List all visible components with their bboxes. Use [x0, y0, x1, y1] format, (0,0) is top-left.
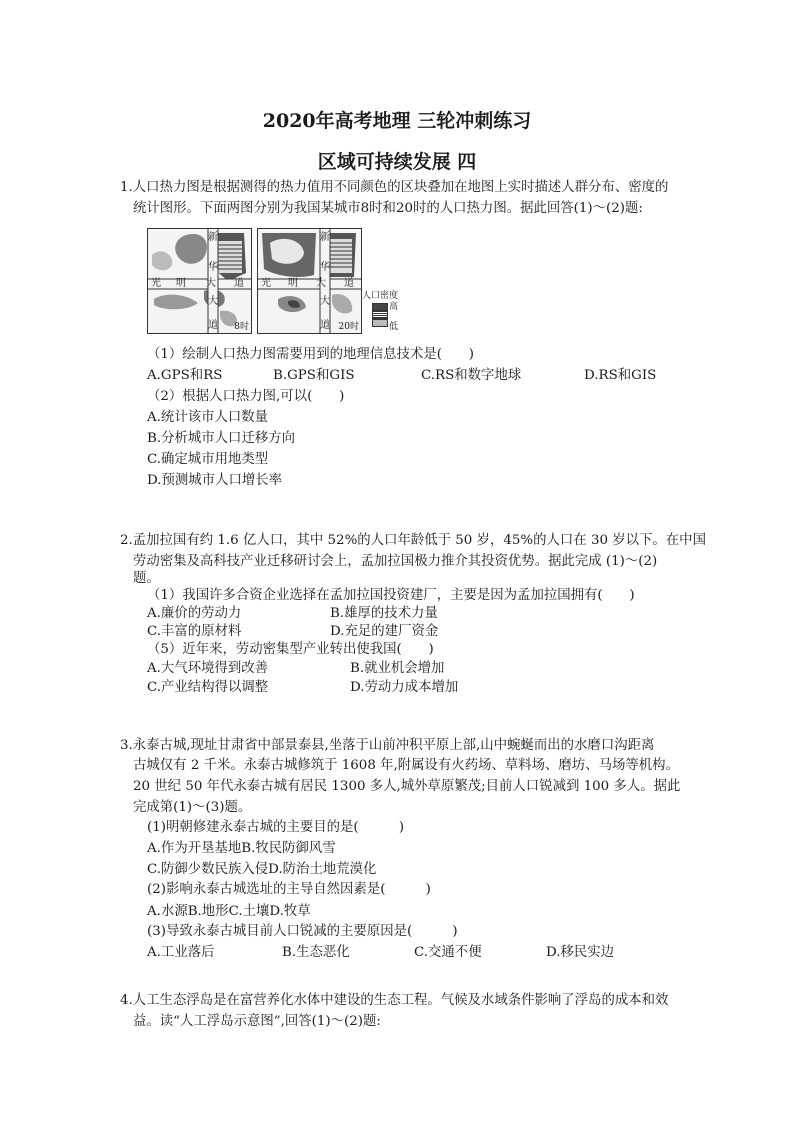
q3-sub1-options-ab: A.作为开垦基地B.牧民防御风雪 [147, 841, 336, 856]
road-char: 大 [316, 278, 326, 289]
heatmap-8am [147, 228, 252, 334]
legend-title: 人口密度 [362, 291, 399, 301]
time-label-20: 20时 [338, 322, 359, 332]
legend-high: 高 [389, 302, 399, 312]
q2-stem-line1: 2.孟加拉国有约 1.6 亿人口，其中 52%的人口年龄低于 50 岁，45%的人口在 30 岁以下。在中国 [120, 533, 706, 548]
road-char: 光 [151, 278, 161, 289]
q2-sub1: （1）我国许多合资企业选择在孟加拉国投资建厂，主要是因为孟加拉国拥有( ) [147, 588, 635, 603]
legend-swatch-low [372, 319, 388, 327]
q2-sub1-option-c: C.丰富的原材料 [147, 624, 242, 639]
q1-sub1-option-d: D.RS和GIS [584, 368, 657, 383]
q2-sub2-option-a: A.大气环境得到改善 [147, 661, 269, 676]
q3-sub3-option-a: A.工业落后 [147, 945, 215, 960]
q4-stem-line2: 益。读“人工浮岛示意图”,回答(1)～(2)题: [133, 1014, 381, 1029]
page-title: 2020年高考地理 三轮冲刺练习 [262, 110, 532, 132]
q3-sub1: (1)明朝修建永泰古城的主要目的是( ) [147, 820, 405, 835]
q1-sub1-option-a: A.GPS和RS [147, 368, 223, 383]
q3-sub2: (2)影响永泰古城选址的主导自然因素是( ) [147, 882, 431, 897]
road-char: 大 [208, 296, 218, 307]
road-char: 新 [208, 232, 218, 243]
q4-stem-line1: 4.人工生态浮岛是在富营养化水体中建设的生态工程。气候及水域条件影响了浮岛的成本和效 [120, 993, 669, 1008]
road-char: 道 [344, 278, 354, 289]
q3-sub1-options-cd: C.防御少数民族入侵D.防治土地荒漠化 [147, 862, 377, 877]
road-char: 道 [208, 320, 218, 331]
q3-sub3-option-c: C.交通不便 [414, 945, 482, 960]
q2-sub1-option-d: D.充足的建厂资金 [330, 624, 439, 639]
legend-low: 低 [389, 322, 399, 332]
q1-sub2: （2）根据人口热力图,可以( ) [147, 389, 345, 404]
q2-sub1-option-b: B.雄厚的技术力量 [330, 606, 438, 621]
road-char: 光 [261, 278, 271, 289]
q3-stem-line1: 3.永泰古城,现址甘肃省中部景泰县,坐落于山前冲积平原上部,山中蜿蜒而出的水磨口沟距离 [120, 738, 655, 753]
road-char: 道 [234, 278, 244, 289]
q1-sub1-option-b: B.GPS和GIS [273, 368, 355, 383]
road-char: 大 [206, 278, 216, 289]
road-char: 明 [288, 278, 298, 289]
q3-sub3-option-b: B.生态恶化 [282, 945, 350, 960]
road-char: 华 [208, 262, 218, 273]
q3-stem-line3: 20 世纪 50 年代永泰古城有居民 1300 多人,城外草原繁茂;目前人口锐减到 100 多人。据此 [133, 779, 681, 794]
q3-sub3-option-d: D.移民实边 [546, 945, 615, 960]
q2-stem-line3: 题。 [133, 571, 160, 586]
q1-sub2-option-a: A.统计该市人口数量 [147, 410, 269, 425]
road-char: 大 [320, 296, 330, 307]
q3-stem-line4: 完成第(1)～(3)题。 [133, 800, 252, 815]
q3-stem-line2: 古城仅有 2 千米。永泰古城修筑于 1608 年,附属设有火药场、草料场、磨坊、马场等机构。 [133, 758, 679, 773]
q1-sub2-option-c: C.确定城市用地类型 [147, 452, 269, 467]
q2-sub2-option-c: C.产业结构得以调整 [147, 680, 269, 695]
q2-stem-line2: 劳动密集及高科技产业迁移研讨会上，孟加拉国极力推介其投资优势。据此完成 (1)～(2) [133, 554, 658, 569]
q1-sub2-option-b: B.分析城市人口迁移方向 [147, 431, 296, 446]
road-char: 明 [176, 278, 186, 289]
legend-swatch-high [372, 303, 388, 311]
q2-sub2-option-b: B.就业机会增加 [350, 661, 445, 676]
q3-sub3: (3)导致永泰古城目前人口锐减的主要原因是( ) [147, 924, 458, 939]
heatmap-figure [147, 228, 407, 334]
q2-sub1-option-a: A.廉价的劳动力 [147, 606, 242, 621]
road-char: 华 [320, 262, 330, 273]
q1-sub1-option-c: C.RS和数字地球 [421, 368, 522, 383]
road-char: 新 [320, 232, 330, 243]
q1-stem-line1: 1.人口热力图是根据测得的热力值用不同颜色的区块叠加在地图上实时描述人群分布、密度的 [120, 180, 669, 195]
q2-sub2: （5）近年来，劳动密集型产业转出使我国( ) [147, 642, 434, 657]
q2-sub2-option-d: D.劳动力成本增加 [350, 680, 459, 695]
road-char: 道 [320, 320, 330, 331]
q3-sub2-options: A.水源B.地形C.土壤D.牧草 [147, 904, 311, 919]
legend-swatch-mid [372, 311, 388, 319]
q1-stem-line2: 统计图形。下面两图分别为我国某城市8时和20时的人口热力图。据此回答(1)～(2)题: [133, 201, 643, 216]
time-label-8: 8时 [234, 322, 249, 332]
q1-sub2-option-d: D.预测城市人口增长率 [147, 473, 283, 488]
page-subtitle: 区域可持续发展 四 [317, 151, 477, 173]
heatmap-8pm [257, 228, 362, 334]
q1-sub1: （1）绘制人口热力图需要用到的地理信息技术是( ) [147, 347, 474, 362]
